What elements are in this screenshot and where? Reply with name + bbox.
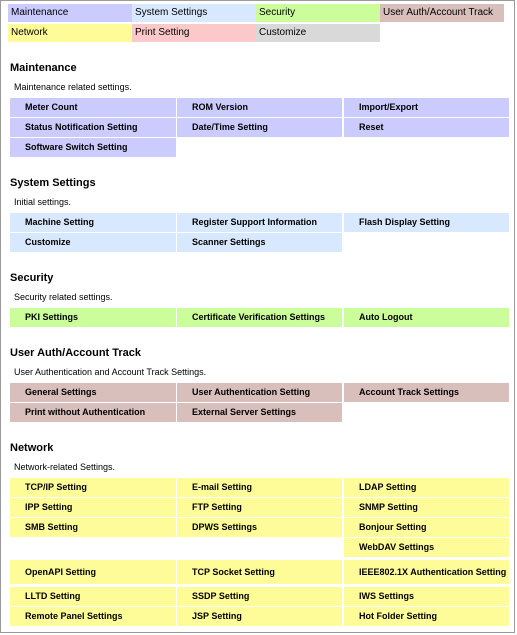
- item-auto-logout[interactable]: Auto Logout: [344, 308, 509, 327]
- item-print-without-authentication[interactable]: Print without Authentication: [10, 403, 176, 422]
- item-tcp-socket-setting[interactable]: TCP Socket Setting: [177, 560, 342, 584]
- item-openapi-setting[interactable]: OpenAPI Setting: [10, 560, 176, 584]
- item-software-switch-setting[interactable]: Software Switch Setting: [10, 138, 176, 157]
- section-desc-system-settings: Initial settings.: [14, 197, 72, 207]
- section-title-network: Network: [10, 442, 54, 454]
- item-flash-display-setting[interactable]: Flash Display Setting: [344, 213, 509, 232]
- item-jsp-setting[interactable]: JSP Setting: [177, 607, 342, 626]
- tab-user-auth-account-track[interactable]: User Auth/Account Track: [380, 4, 504, 22]
- section-desc-security: Security related settings.: [14, 292, 113, 302]
- item-certificate-verification-settings[interactable]: Certificate Verification Settings: [177, 308, 342, 327]
- item-user-authentication-setting[interactable]: User Authentication Setting: [177, 383, 342, 402]
- item-pki-settings[interactable]: PKI Settings: [10, 308, 176, 327]
- item-scanner-settings[interactable]: Scanner Settings: [177, 233, 342, 252]
- item-customize[interactable]: Customize: [10, 233, 176, 252]
- item-machine-setting[interactable]: Machine Setting: [10, 213, 176, 232]
- item-ieee8021x-authentication-setting[interactable]: IEEE802.1X Authentication Setting: [344, 560, 509, 584]
- item-snmp-setting[interactable]: SNMP Setting: [344, 498, 509, 517]
- item-status-notification-setting[interactable]: Status Notification Setting: [10, 118, 176, 137]
- item-general-settings[interactable]: General Settings: [10, 383, 176, 402]
- item-ftp-setting[interactable]: FTP Setting: [177, 498, 342, 517]
- section-desc-maintenance: Maintenance related settings.: [14, 82, 132, 92]
- item-remote-panel-settings[interactable]: Remote Panel Settings: [10, 607, 176, 626]
- section-desc-network: Network-related Settings.: [14, 462, 116, 472]
- item-iws-settings[interactable]: IWS Settings: [344, 587, 509, 606]
- section-title-maintenance: Maintenance: [10, 62, 77, 74]
- item-smb-setting[interactable]: SMB Setting: [10, 518, 176, 537]
- item-tcp-ip-setting[interactable]: TCP/IP Setting: [10, 478, 176, 497]
- tab-network[interactable]: Network: [8, 24, 132, 42]
- section-title-security: Security: [10, 272, 54, 284]
- tab-print-setting[interactable]: Print Setting: [132, 24, 256, 42]
- tab-customize[interactable]: Customize: [256, 24, 380, 42]
- section-title-user-auth: User Auth/Account Track: [10, 347, 142, 359]
- item-meter-count[interactable]: Meter Count: [10, 98, 176, 117]
- item-account-track-settings[interactable]: Account Track Settings: [344, 383, 509, 402]
- item-bonjour-setting[interactable]: Bonjour Setting: [344, 518, 509, 537]
- item-rom-version[interactable]: ROM Version: [177, 98, 342, 117]
- section-title-system-settings: System Settings: [10, 177, 96, 189]
- item-reset[interactable]: Reset: [344, 118, 509, 137]
- item-dpws-settings[interactable]: DPWS Settings: [177, 518, 342, 537]
- item-ldap-setting[interactable]: LDAP Setting: [344, 478, 509, 497]
- item-external-server-settings[interactable]: External Server Settings: [177, 403, 342, 422]
- tab-maintenance[interactable]: Maintenance: [8, 4, 132, 22]
- item-lltd-setting[interactable]: LLTD Setting: [10, 587, 176, 606]
- tab-security[interactable]: Security: [256, 4, 380, 22]
- item-hot-folder-setting[interactable]: Hot Folder Setting: [344, 607, 509, 626]
- item-webdav-settings[interactable]: WebDAV Settings: [344, 538, 509, 557]
- item-email-setting[interactable]: E-mail Setting: [177, 478, 342, 497]
- item-import-export[interactable]: Import/Export: [344, 98, 509, 117]
- item-date-time-setting[interactable]: Date/Time Setting: [177, 118, 342, 137]
- tab-system-settings[interactable]: System Settings: [132, 4, 256, 22]
- section-desc-user-auth: User Authentication and Account Track Settings.: [14, 367, 207, 377]
- item-ipp-setting[interactable]: IPP Setting: [10, 498, 176, 517]
- item-ssdp-setting[interactable]: SSDP Setting: [177, 587, 342, 606]
- item-register-support-information[interactable]: Register Support Information: [177, 213, 342, 232]
